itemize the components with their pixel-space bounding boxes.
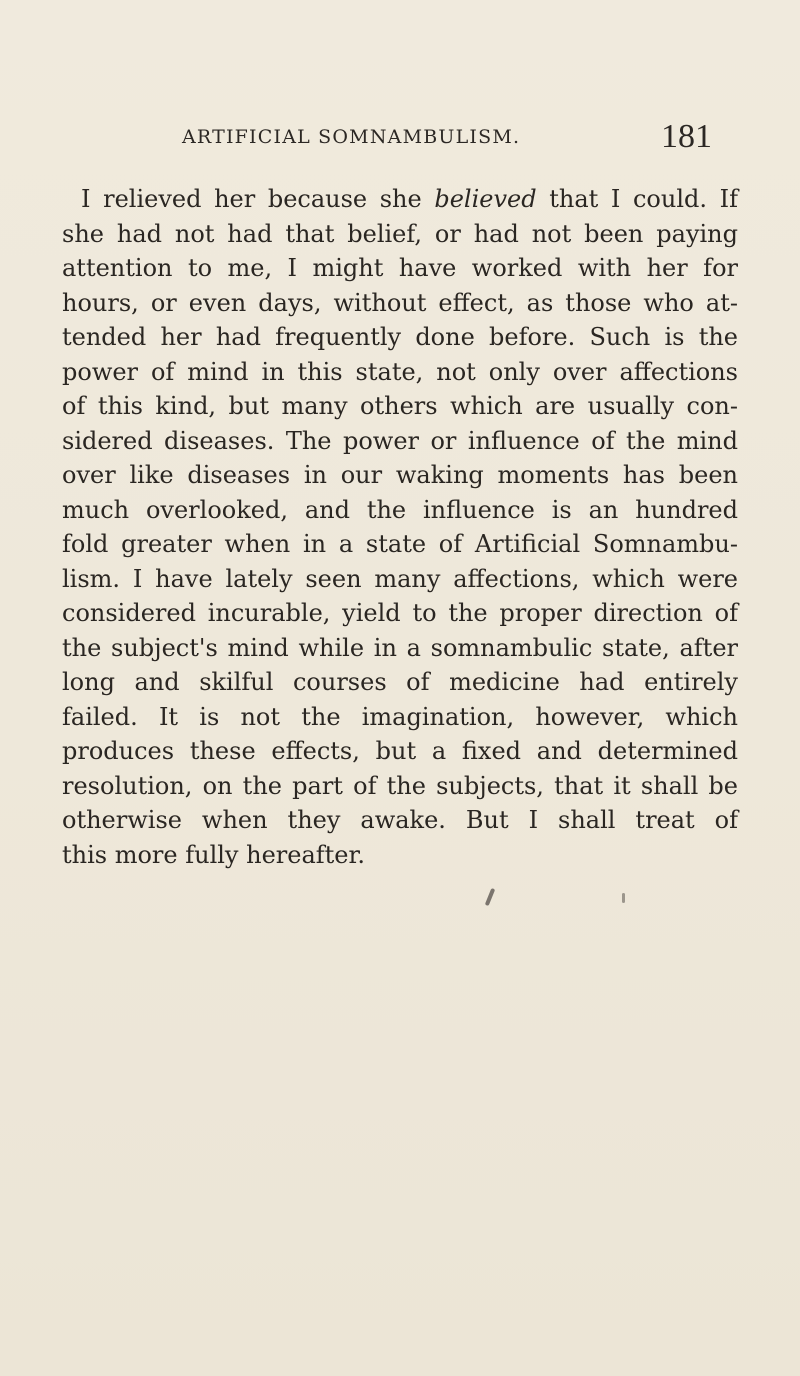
text-line: lism. I have lately seen many affections, which were bbox=[62, 564, 738, 593]
text-line: failed. It is not the imagination, however, which bbox=[62, 702, 738, 731]
text-line: attention to me, I might have worked with her for bbox=[62, 254, 738, 282]
ink-speck bbox=[485, 888, 495, 906]
text-line: hours, or even days, without effect, as those who at- bbox=[62, 288, 738, 317]
text-line: she had not had that belief, or had not been paying bbox=[62, 219, 738, 248]
page-number: 181 bbox=[661, 118, 712, 155]
text-line: sidered diseases. The power or influence of the mind bbox=[62, 426, 738, 455]
text-line: over like diseases in our waking moments has been bbox=[62, 461, 738, 489]
text-line: tended her had frequently done before. Such is the bbox=[62, 323, 738, 351]
text-line: the subject's mind while in a somnambulic state, after bbox=[62, 633, 738, 662]
text-line: this more fully hereafter. bbox=[62, 840, 365, 869]
text-line: I relieved her because she believed that I could. If bbox=[81, 185, 738, 213]
text-line: much overlooked, and the influence is an hundred bbox=[62, 495, 738, 524]
emphasis-word: believed bbox=[434, 185, 537, 213]
body-paragraph bbox=[62, 182, 738, 872]
text-line: considered incurable, yield to the proper direction of bbox=[62, 599, 738, 627]
text-line: otherwise when they awake. But I shall treat of bbox=[62, 806, 738, 834]
text-line: resolution, on the part of the subjects, that it shall be bbox=[62, 771, 738, 800]
text-line: of this kind, but many others which are usually con- bbox=[62, 392, 738, 420]
ink-speck bbox=[622, 893, 625, 903]
text-line: long and skilful courses of medicine had entirely bbox=[62, 668, 738, 696]
text-line: power of mind in this state, not only over affections bbox=[62, 357, 738, 386]
text-line: produces these effects, but a fixed and determined bbox=[62, 737, 738, 765]
running-head: ARTIFICIAL SOMNAMBULISM. bbox=[182, 126, 521, 148]
page-header bbox=[182, 118, 712, 158]
text-line: fold greater when in a state of Artificial Somnambu- bbox=[62, 530, 738, 558]
